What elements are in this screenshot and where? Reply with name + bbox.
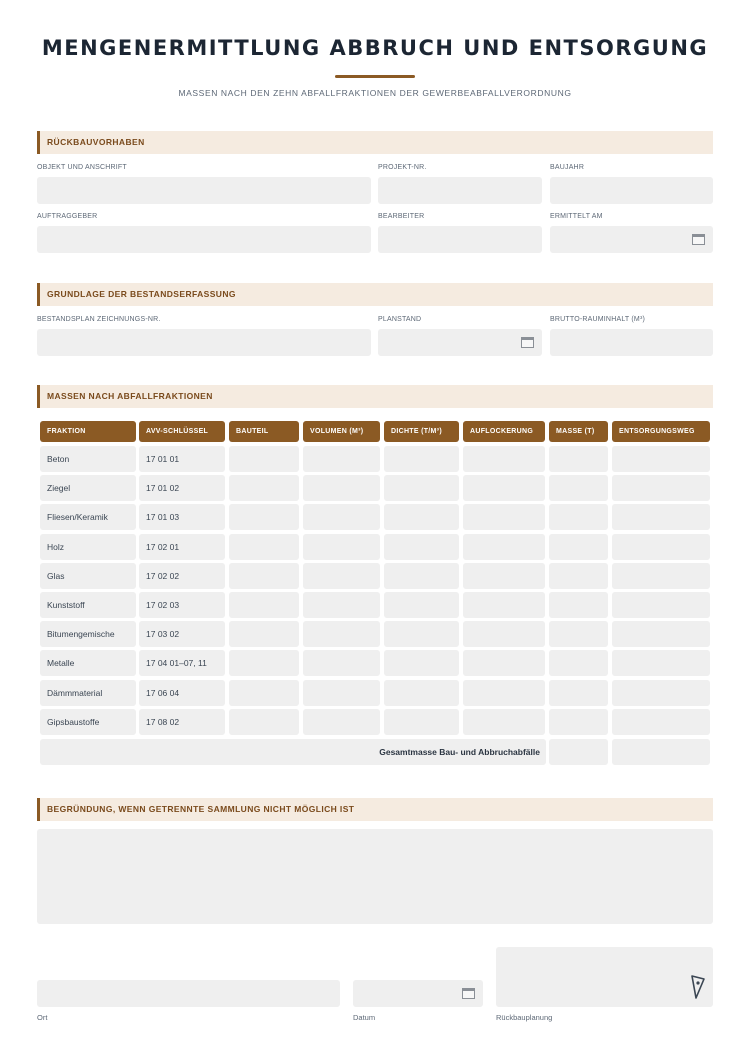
table-input-cell[interactable] — [384, 592, 459, 618]
table-input-cell[interactable] — [229, 621, 299, 647]
avv-cell: 17 02 03 — [139, 592, 225, 618]
table-input-cell[interactable] — [463, 446, 545, 472]
section-header-begruendung — [37, 798, 713, 821]
section-title: BEGRÜNDUNG, WENN GETRENNTE SAMMLUNG NICHT MÖGLICH IST — [47, 804, 355, 814]
avv-cell: 17 01 02 — [139, 475, 225, 501]
section-header-rueckbauvorhaben — [37, 131, 713, 154]
section-header-bestandserfassung — [37, 283, 713, 306]
table-input-cell[interactable] — [303, 709, 380, 735]
table-input-cell[interactable] — [549, 504, 608, 530]
brutto-rauminhalt-label: BRUTTO-RAUMINHALT (M³) — [550, 316, 646, 323]
ermittelt-am-date-field[interactable] — [550, 226, 713, 253]
column-header-fraktion: FRAKTION — [40, 421, 136, 442]
column-header-bauteil: BAUTEIL — [229, 421, 299, 442]
table-input-cell[interactable] — [549, 621, 608, 647]
page-subtitle: MASSEN NACH DEN ZEHN ABFALLFRAKTIONEN DER GEWERBEABFALLVERORDNUNG — [178, 88, 572, 98]
title-divider — [335, 75, 415, 78]
column-header-entsorgungsweg: ENTSORGUNGSWEG — [612, 421, 710, 442]
table-input-cell[interactable] — [549, 592, 608, 618]
section-title: GRUNDLAGE DER BESTANDSERFASSUNG — [47, 289, 236, 299]
table-input-cell[interactable] — [384, 446, 459, 472]
table-input-cell[interactable] — [229, 504, 299, 530]
table-input-cell[interactable] — [612, 534, 710, 560]
table-input-cell[interactable] — [229, 475, 299, 501]
total-entsorgungsweg-field[interactable] — [612, 739, 710, 765]
table-input-cell[interactable] — [612, 475, 710, 501]
table-input-cell[interactable] — [463, 709, 545, 735]
auftraggeber-field[interactable] — [37, 226, 371, 253]
table-input-cell[interactable] — [384, 709, 459, 735]
column-header-dichte: DICHTE (T/M³) — [384, 421, 459, 442]
table-input-cell[interactable] — [303, 592, 380, 618]
planstand-label: PLANSTAND — [378, 316, 422, 323]
table-input-cell[interactable] — [612, 563, 710, 589]
table-input-cell[interactable] — [463, 592, 545, 618]
table-input-cell[interactable] — [303, 680, 380, 706]
table-input-cell[interactable] — [303, 504, 380, 530]
calendar-icon[interactable] — [521, 337, 534, 348]
begruendung-textarea[interactable] — [37, 829, 713, 924]
table-input-cell[interactable] — [612, 446, 710, 472]
table-input-cell[interactable] — [549, 650, 608, 676]
table-input-cell[interactable] — [384, 534, 459, 560]
datum-date-field[interactable] — [353, 980, 483, 1007]
table-input-cell[interactable] — [229, 650, 299, 676]
table-input-cell[interactable] — [549, 534, 608, 560]
table-input-cell[interactable] — [549, 680, 608, 706]
fraktion-cell: Gipsbaustoffe — [40, 709, 136, 735]
table-input-cell[interactable] — [229, 680, 299, 706]
table-input-cell[interactable] — [384, 504, 459, 530]
table-input-cell[interactable] — [549, 475, 608, 501]
avv-cell: 17 06 04 — [139, 680, 225, 706]
signature-field[interactable] — [496, 947, 713, 1007]
ort-label: Ort — [37, 1013, 48, 1022]
table-input-cell[interactable] — [229, 446, 299, 472]
fraktion-cell: Glas — [40, 563, 136, 589]
auftraggeber-label: AUFTRAGGEBER — [37, 213, 98, 220]
brutto-rauminhalt-field[interactable] — [550, 329, 713, 356]
fraktion-cell: Fliesen/Keramik — [40, 504, 136, 530]
table-input-cell[interactable] — [303, 475, 380, 501]
fraktion-cell: Beton — [40, 446, 136, 472]
fraktion-cell: Dämmmaterial — [40, 680, 136, 706]
avv-cell: 17 02 02 — [139, 563, 225, 589]
table-input-cell[interactable] — [384, 621, 459, 647]
table-input-cell[interactable] — [229, 563, 299, 589]
bearbeiter-label: BEARBEITER — [378, 213, 425, 220]
table-input-cell[interactable] — [303, 621, 380, 647]
datum-label: Datum — [353, 1013, 376, 1022]
table-input-cell[interactable] — [463, 504, 545, 530]
rueckbauplanung-label: Rückbauplanung — [496, 1013, 553, 1022]
table-input-cell[interactable] — [612, 504, 710, 530]
table-input-cell[interactable] — [384, 475, 459, 501]
table-input-cell[interactable] — [549, 446, 608, 472]
table-input-cell[interactable] — [463, 650, 545, 676]
total-label: Gesamtmasse Bau- und Abbruchabfälle — [40, 739, 546, 765]
table-input-cell[interactable] — [612, 680, 710, 706]
table-input-cell[interactable] — [463, 534, 545, 560]
column-header-volumen: VOLUMEN (M³) — [303, 421, 380, 442]
section-header-massen — [37, 385, 713, 408]
fraktion-cell: Holz — [40, 534, 136, 560]
table-input-cell[interactable] — [463, 475, 545, 501]
calendar-icon[interactable] — [692, 234, 705, 245]
ort-field[interactable] — [37, 980, 340, 1007]
bearbeiter-field[interactable] — [378, 226, 542, 253]
section-title: RÜCKBAUVORHABEN — [47, 137, 145, 147]
fraktion-cell: Bitumengemische — [40, 621, 136, 647]
table-input-cell[interactable] — [612, 709, 710, 735]
fraktion-cell: Kunststoff — [40, 592, 136, 618]
pen-nib-icon — [690, 974, 706, 1000]
table-input-cell[interactable] — [549, 563, 608, 589]
baujahr-field[interactable] — [550, 177, 713, 204]
table-input-cell[interactable] — [612, 650, 710, 676]
table-input-cell[interactable] — [612, 592, 710, 618]
table-input-cell[interactable] — [303, 446, 380, 472]
column-header-avv: AVV-SCHLÜSSEL — [139, 421, 225, 442]
table-input-cell[interactable] — [303, 650, 380, 676]
objekt-label: OBJEKT UND ANSCHRIFT — [37, 164, 127, 171]
table-input-cell[interactable] — [463, 680, 545, 706]
table-input-cell[interactable] — [303, 534, 380, 560]
table-input-cell[interactable] — [384, 650, 459, 676]
avv-cell: 17 01 01 — [139, 446, 225, 472]
column-header-masse: MASSE (T) — [549, 421, 608, 442]
avv-cell: 17 08 02 — [139, 709, 225, 735]
avv-cell: 17 04 01–07, 11 — [139, 650, 225, 676]
column-header-auflockerung: AUFLOCKERUNG — [463, 421, 545, 442]
fraktion-cell: Ziegel — [40, 475, 136, 501]
table-input-cell[interactable] — [549, 709, 608, 735]
avv-cell: 17 01 03 — [139, 504, 225, 530]
ermittelt-am-label: ERMITTELT AM — [550, 213, 603, 220]
table-input-cell[interactable] — [303, 563, 380, 589]
projekt-nr-label: PROJEKT-NR. — [378, 164, 427, 171]
table-input-cell[interactable] — [384, 680, 459, 706]
table-input-cell[interactable] — [229, 709, 299, 735]
table-input-cell[interactable] — [384, 563, 459, 589]
baujahr-label: BAUJAHR — [550, 164, 585, 171]
total-masse-field[interactable] — [549, 739, 608, 765]
calendar-icon[interactable] — [462, 988, 475, 999]
objekt-field[interactable] — [37, 177, 371, 204]
table-input-cell[interactable] — [463, 621, 545, 647]
bestandsplan-field[interactable] — [37, 329, 371, 356]
section-title: MASSEN NACH ABFALLFRAKTIONEN — [47, 391, 213, 401]
table-input-cell[interactable] — [229, 534, 299, 560]
page-title: MENGENERMITTLUNG ABBRUCH UND ENTSORGUNG — [41, 36, 709, 60]
bestandsplan-label: BESTANDSPLAN ZEICHNUNGS-NR. — [37, 316, 161, 323]
avv-cell: 17 03 02 — [139, 621, 225, 647]
avv-cell: 17 02 01 — [139, 534, 225, 560]
table-input-cell[interactable] — [463, 563, 545, 589]
projekt-nr-field[interactable] — [378, 177, 542, 204]
fraktion-cell: Metalle — [40, 650, 136, 676]
table-input-cell[interactable] — [612, 621, 710, 647]
planstand-date-field[interactable] — [378, 329, 542, 356]
table-input-cell[interactable] — [229, 592, 299, 618]
